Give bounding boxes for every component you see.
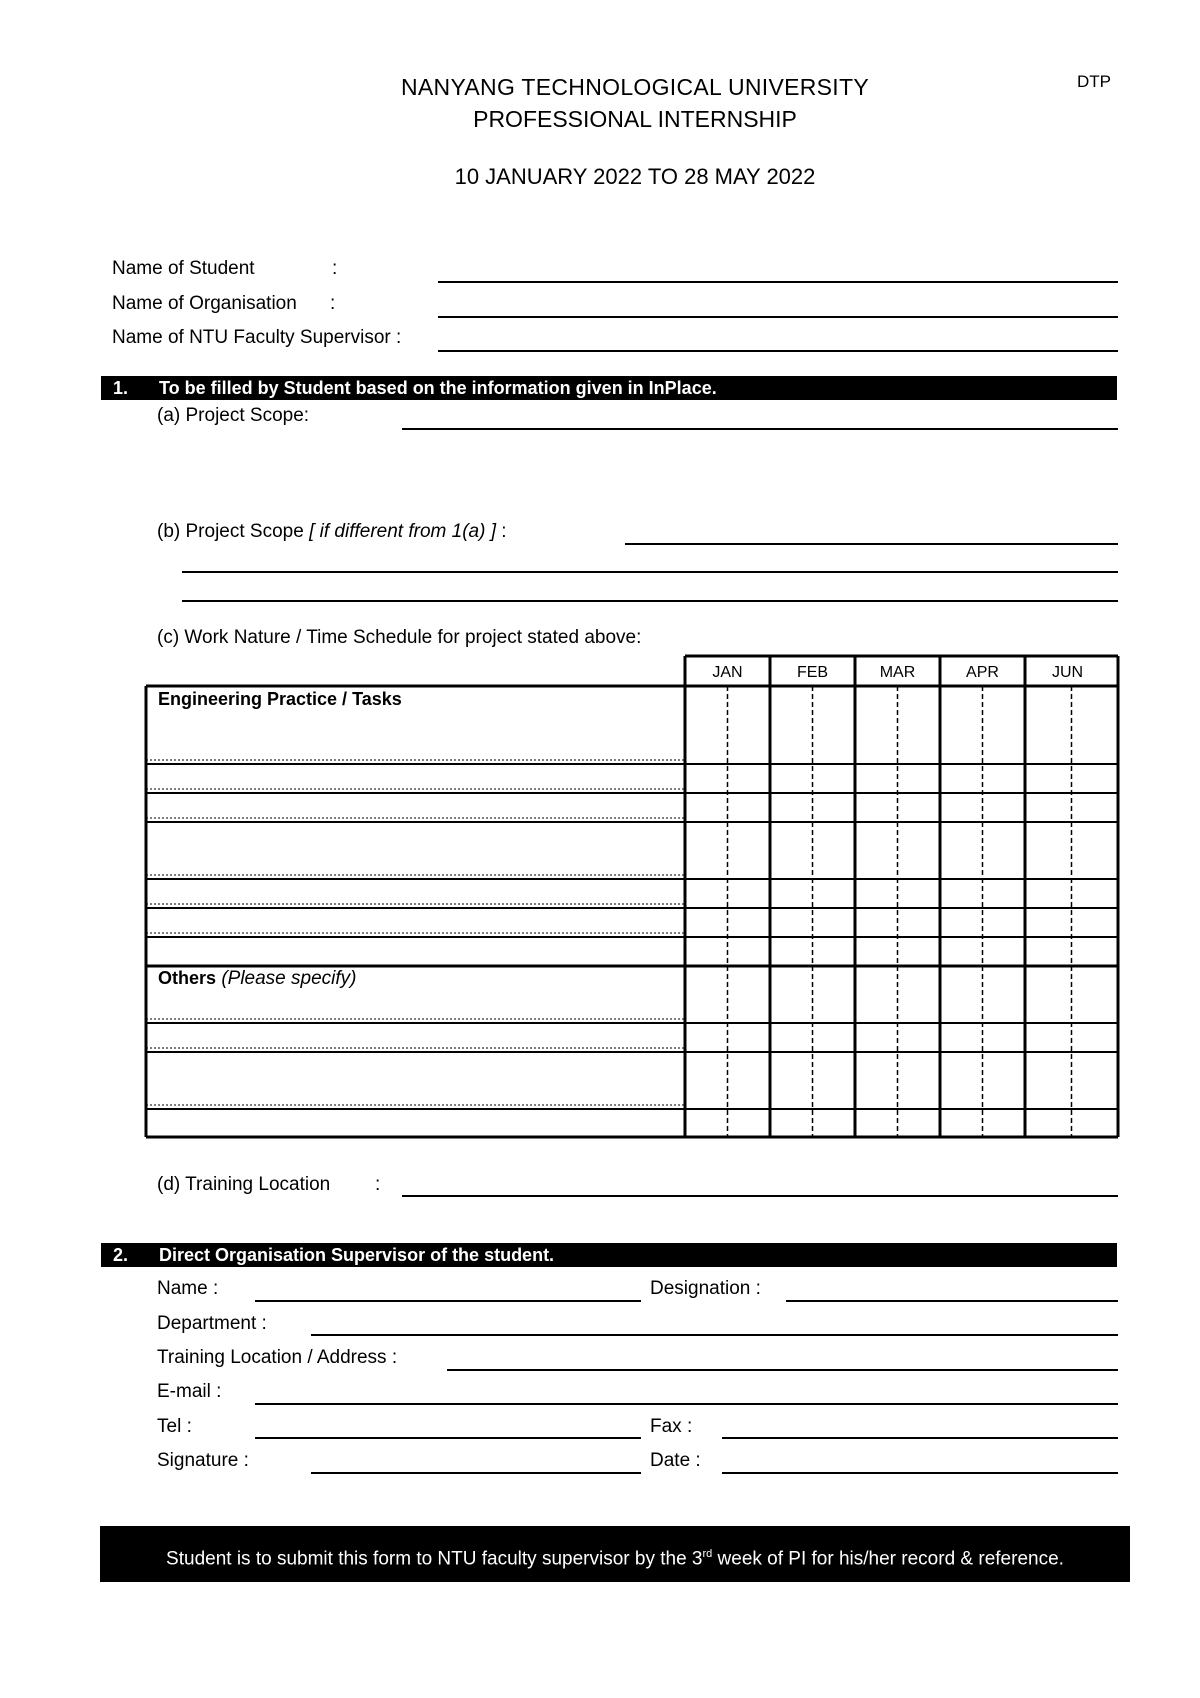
project-scope-b-note: [ if different from 1(a) ] — [309, 521, 496, 542]
internship-period: 10 JANUARY 2022 TO 28 MAY 2022 — [454, 164, 816, 189]
project-scope-a-label: (a) Project Scope: — [157, 405, 310, 426]
organisation-label: Name of Organisation — [112, 293, 297, 314]
organisation-colon: : — [330, 293, 336, 314]
section-1-title: To be filled by Student based on the information given in InPlace. — [159, 378, 717, 398]
training-location-field[interactable] — [402, 1195, 1118, 1197]
program-name: PROFESSIONAL INTERNSHIP — [473, 106, 797, 132]
others-note: (Please specify) — [221, 968, 357, 989]
others-header: Others — [158, 968, 217, 988]
project-scope-b-colon: : — [501, 521, 507, 542]
tel-label: Tel : — [157, 1416, 192, 1437]
work-nature-label: (c) Work Nature / Time Schedule for project stated above: — [157, 627, 642, 648]
month-mar: MAR — [879, 664, 916, 681]
engineering-tasks-header: Engineering Practice / Tasks — [158, 689, 402, 709]
submission-note-superscript: rd — [702, 1548, 713, 1560]
month-apr: APR — [966, 664, 999, 681]
section-2-title: Direct Organisation Supervisor of the student. — [159, 1245, 555, 1265]
email-field[interactable] — [255, 1403, 1118, 1405]
date-label: Date : — [650, 1450, 701, 1471]
others-header-row — [158, 968, 356, 990]
fax-field[interactable] — [722, 1437, 1118, 1439]
section-1-number: 1. — [113, 378, 129, 398]
tel-field[interactable] — [255, 1437, 641, 1439]
month-jun: JUN — [1051, 664, 1084, 681]
address-field[interactable] — [447, 1369, 1118, 1371]
supervisor-name-label: Name : — [157, 1278, 219, 1299]
faculty-supervisor-label: Name of NTU Faculty Supervisor : — [112, 327, 402, 348]
submission-note-text-2: week of PI for his/her record & reference. — [712, 1548, 1064, 1570]
designation-field[interactable] — [786, 1300, 1118, 1302]
section-2-header — [101, 1243, 1117, 1267]
student-name-label: Name of Student — [112, 258, 255, 279]
section-2-number: 2. — [113, 1245, 129, 1265]
training-location-colon: : — [375, 1174, 381, 1195]
address-label: Training Location / Address : — [157, 1347, 398, 1368]
date-field[interactable] — [722, 1472, 1118, 1474]
student-name-colon: : — [332, 258, 338, 279]
training-location-label: (d) Training Location — [157, 1174, 331, 1195]
department-field[interactable] — [311, 1334, 1118, 1336]
designation-label: Designation : — [650, 1278, 761, 1299]
department-label: Department : — [157, 1313, 267, 1334]
signature-field[interactable] — [311, 1472, 641, 1474]
month-feb: FEB — [796, 664, 829, 681]
email-label: E-mail : — [157, 1381, 222, 1402]
month-jan: JAN — [712, 664, 743, 681]
fax-label: Fax : — [650, 1416, 693, 1437]
signature-label: Signature : — [157, 1450, 249, 1471]
submission-note — [100, 1526, 1130, 1582]
university-name: NANYANG TECHNOLOGICAL UNIVERSITY — [401, 74, 869, 100]
supervisor-name-field[interactable] — [255, 1300, 641, 1302]
submission-note-text-1: Student is to submit this form to NTU faculty supervisor by the 3 — [166, 1548, 703, 1570]
project-scope-b-text: (b) Project Scope — [157, 521, 304, 542]
form-code: DTP — [1077, 72, 1111, 91]
